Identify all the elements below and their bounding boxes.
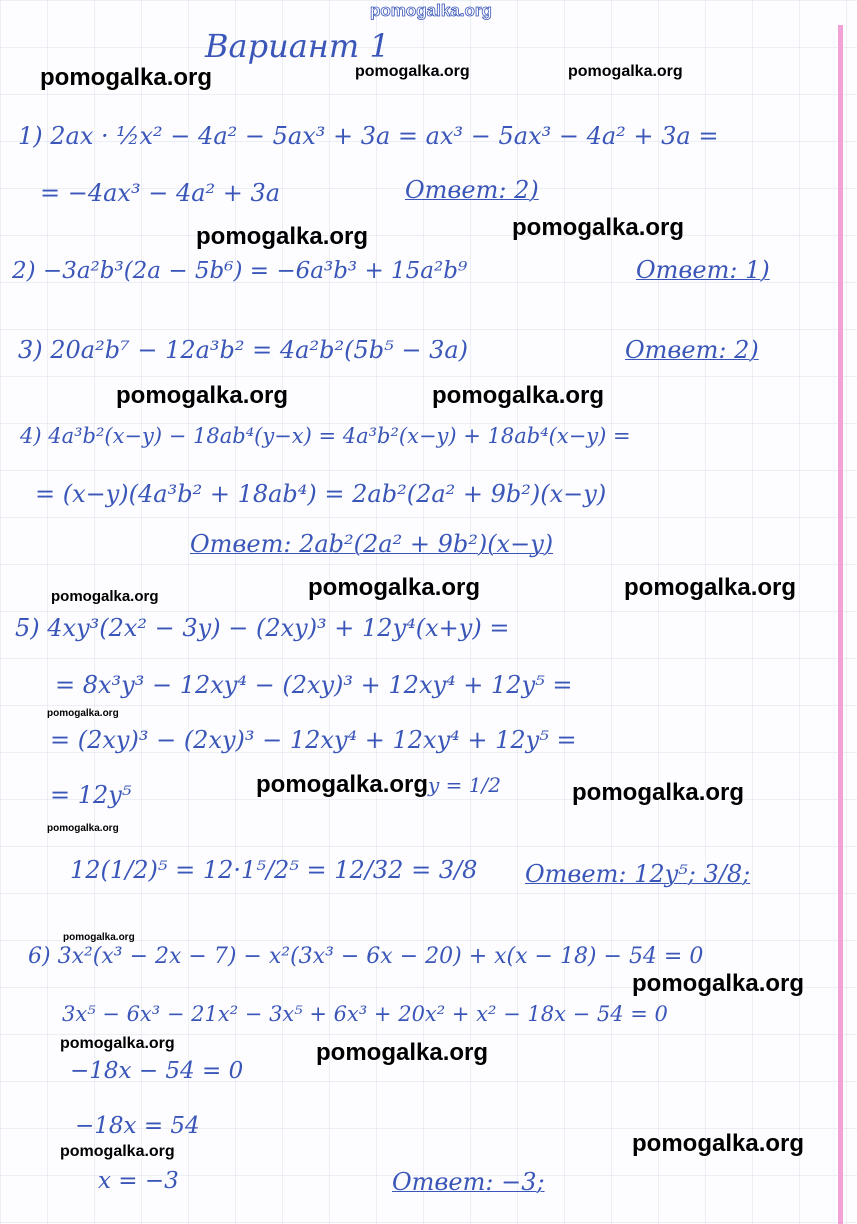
line: = (x−y)(4a³b² + 18ab⁴) = 2ab²(2a² + 9b²)(x−y): [35, 480, 607, 508]
watermark: pomogalka.org: [60, 1035, 175, 1052]
watermark: pomogalka.org: [432, 382, 605, 409]
line: x = −3: [98, 1168, 179, 1194]
watermark: pomogalka.org: [512, 214, 685, 241]
watermark: pomogalka.org: [256, 771, 429, 798]
watermark: pomogalka.org: [632, 970, 805, 997]
line: 12(1/2)⁵ = 12·1⁵/2⁵ = 12/32 = 3/8: [70, 856, 478, 884]
answer: Ответ: 2ab²(2a² + 9b²)(x−y): [190, 530, 554, 558]
watermark: pomogalka.org: [196, 223, 369, 250]
answer: Ответ: −3;: [392, 1168, 545, 1196]
line: −18x = 54: [75, 1113, 200, 1139]
line: = 8x³y³ − 12xy⁴ − (2xy)³ + 12xy⁴ + 12y⁵ =: [55, 671, 573, 699]
answer: Ответ: 12y⁵; 3/8;: [525, 860, 751, 888]
watermark: pomogalka.org: [40, 64, 213, 91]
watermark: pomogalka.org: [116, 382, 289, 409]
line: 4) 4a³b²(x−y) − 18ab⁴(y−x) = 4a³b²(x−y) + 18ab⁴(x−y) =: [20, 424, 631, 448]
watermark: pomogalka.org: [355, 63, 470, 80]
line: 3x⁵ − 6x³ − 21x² − 3x⁵ + 6x³ + 20x² + x² − 18x − 54 = 0: [62, 1002, 668, 1026]
line: 6) 3x²(x³ − 2x − 7) − x²(3x³ − 6x − 20) + x(x − 18) − 54 = 0: [28, 944, 704, 969]
watermark-top: pomogalka.org: [370, 1, 492, 20]
watermark: pomogalka.org: [63, 932, 135, 943]
answer: Ответ: 1): [636, 256, 770, 284]
line: = −4ax³ − 4a² + 3a: [40, 179, 281, 207]
title: Вариант 1: [205, 27, 390, 65]
watermark: pomogalka.org: [624, 574, 797, 601]
answer: Ответ: 2): [405, 176, 539, 204]
watermark: pomogalka.org: [60, 1143, 175, 1160]
watermark: pomogalka.org: [572, 779, 745, 806]
watermark: pomogalka.org: [47, 823, 119, 834]
watermark: pomogalka.org: [316, 1039, 489, 1066]
line: 1) 2ax · ½x² − 4a² − 5ax³ + 3a = ax³ − 5ax³ − 4a² + 3a =: [18, 122, 719, 150]
margin-line: [838, 25, 843, 1224]
watermark: pomogalka.org: [47, 708, 119, 719]
watermark: pomogalka.org: [308, 574, 481, 601]
watermark: pomogalka.org: [568, 63, 683, 80]
line: 5) 4xy³(2x² − 3y) − (2xy)³ + 12y⁴(x+y) =: [15, 614, 510, 642]
line: = (2xy)³ − (2xy)³ − 12xy⁴ + 12xy⁴ + 12y⁵ =: [50, 726, 577, 754]
watermark: pomogalka.org: [51, 588, 159, 605]
line: y = 1/2: [428, 773, 501, 797]
answer: Ответ: 2): [625, 336, 759, 364]
watermark: pomogalka.org: [632, 1130, 805, 1157]
line: 2) −3a²b³(2a − 5b⁶) = −6a³b³ + 15a²b⁹: [12, 258, 468, 284]
line: −18x − 54 = 0: [70, 1058, 244, 1084]
line: = 12y⁵: [50, 781, 132, 809]
line: 3) 20a²b⁷ − 12a³b² = 4a²b²(5b⁵ − 3a): [18, 336, 469, 364]
